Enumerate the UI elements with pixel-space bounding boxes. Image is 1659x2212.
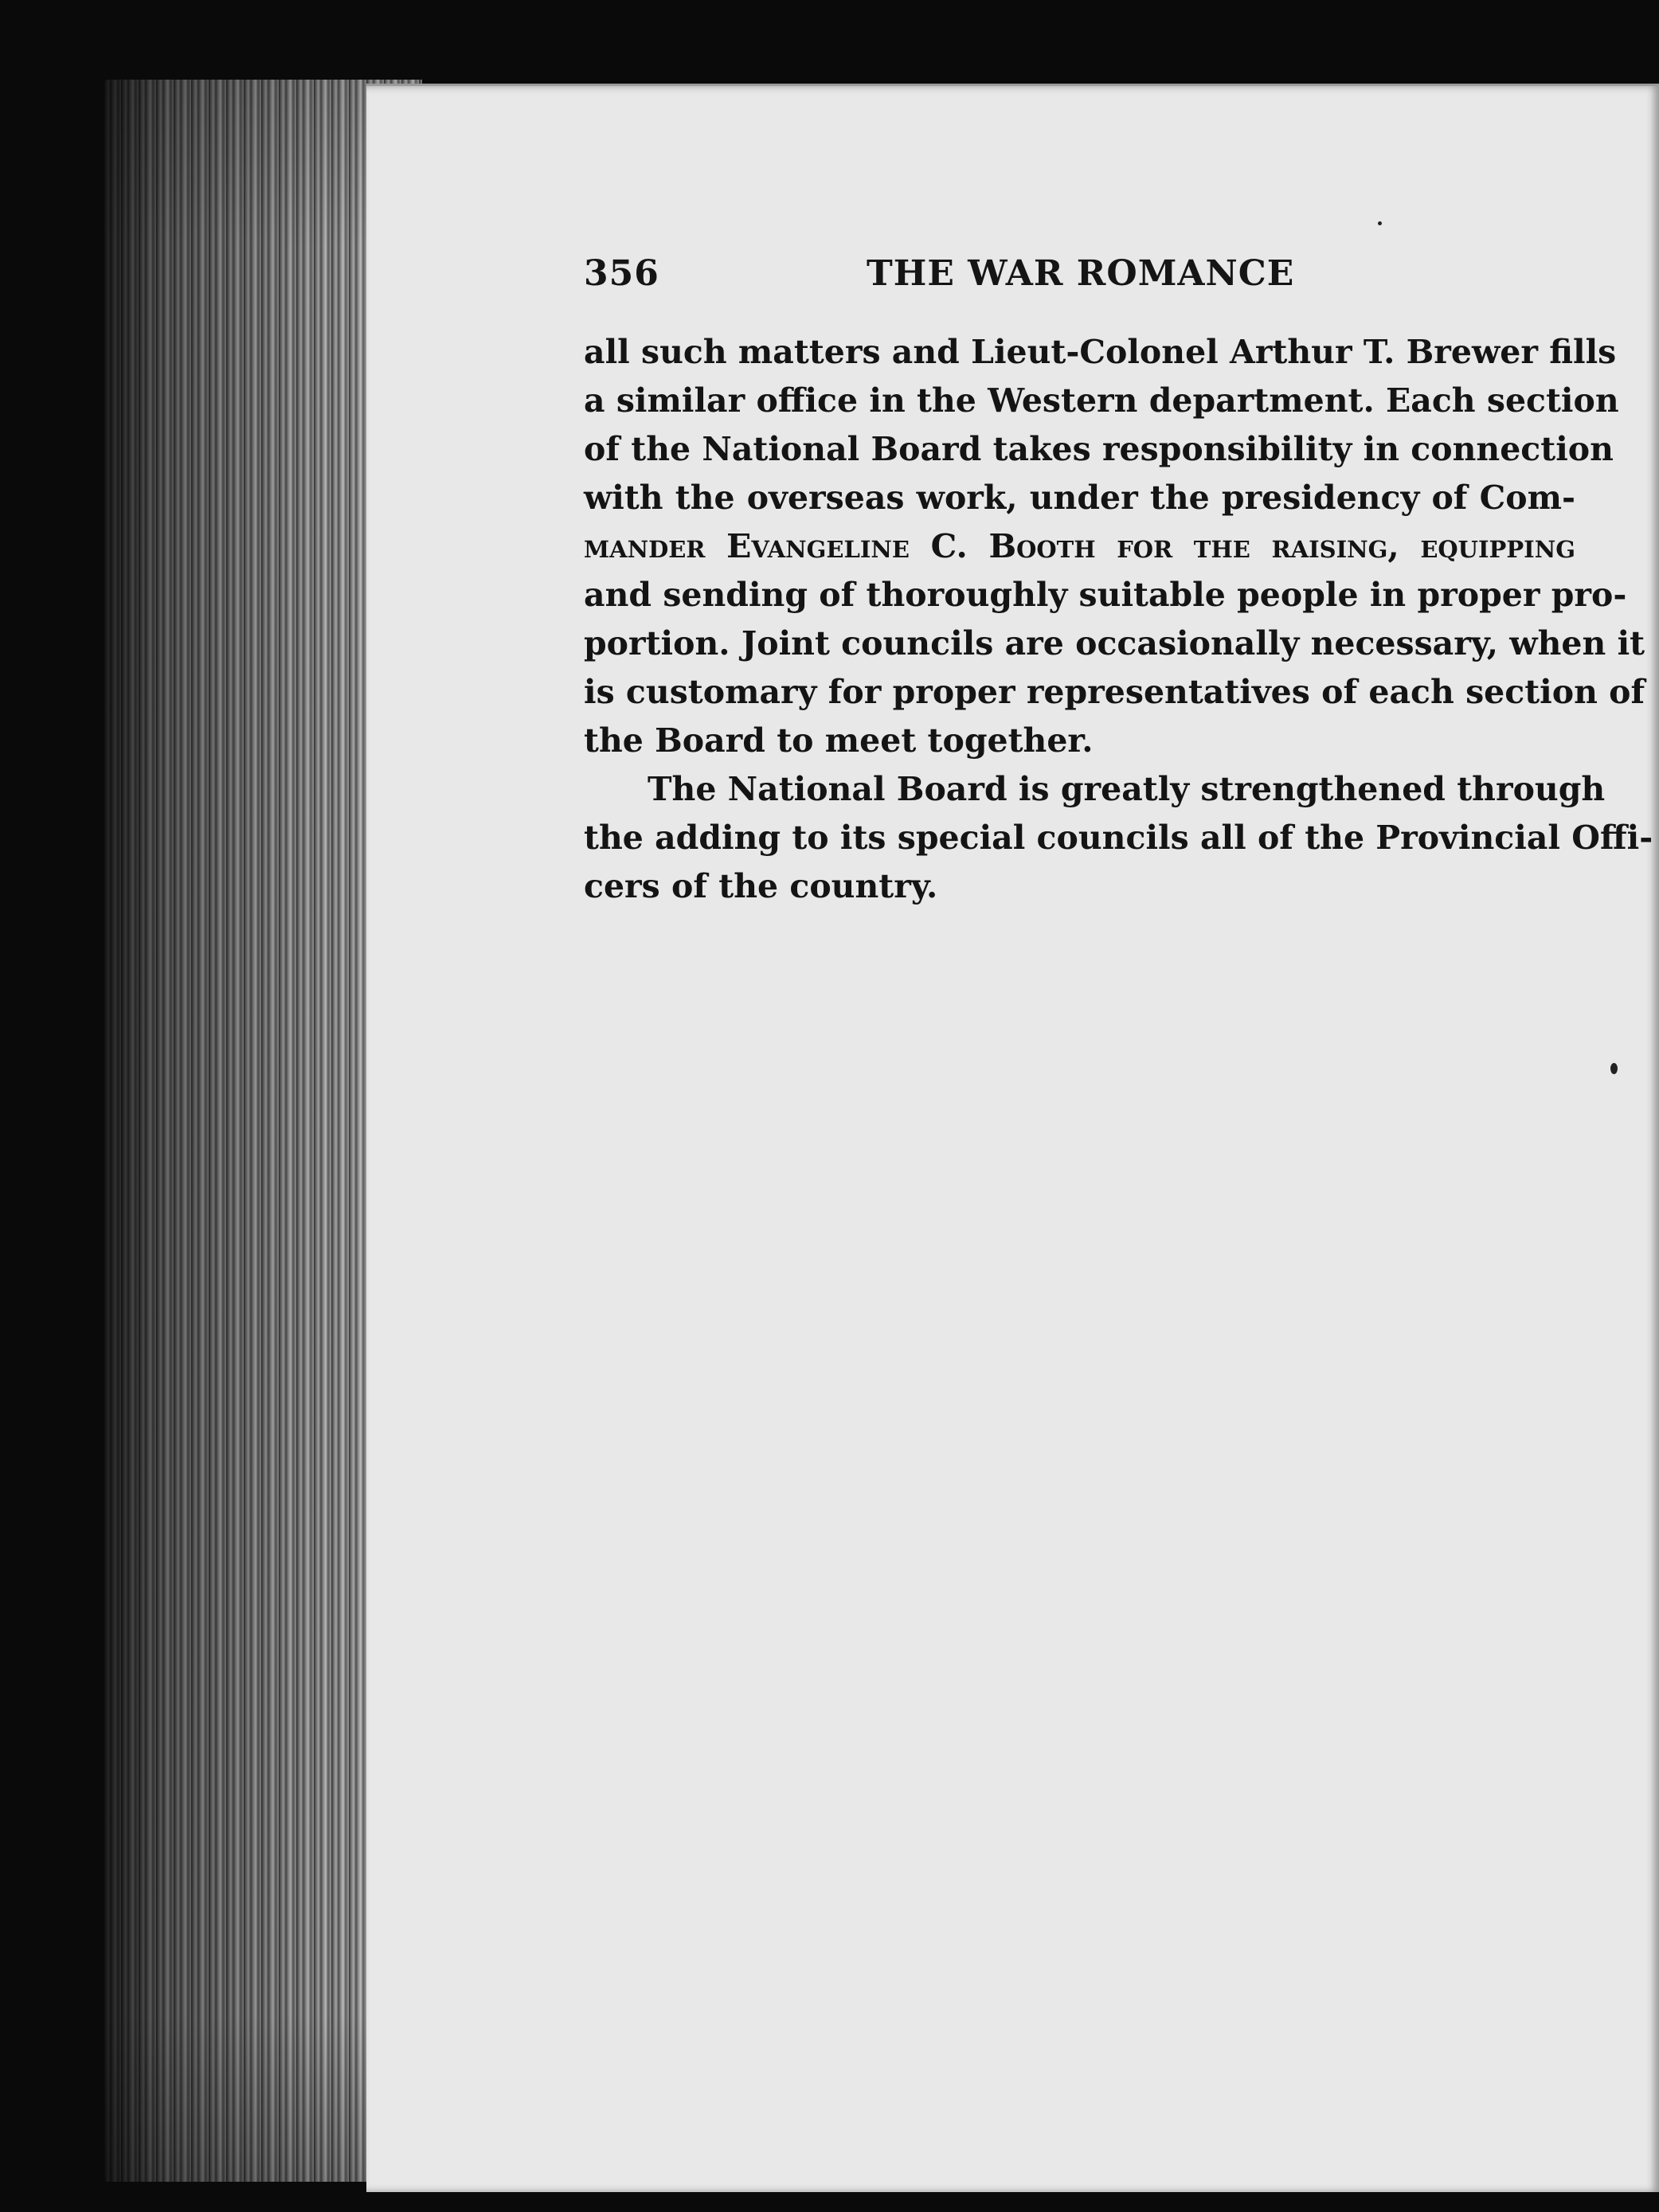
text-line: portion. Joint councils are occasionally necessary, when it xyxy=(584,624,1645,662)
text-line: all such matters and Lieut-Colonel Arthur T. Brewer fills xyxy=(584,333,1617,371)
paragraph-1 xyxy=(584,328,1645,765)
text-line: of the National Board takes responsibility in connection xyxy=(584,430,1614,468)
text-line: mander Evangeline C. Booth for the raising, equipping xyxy=(584,527,1575,565)
running-head xyxy=(584,253,1579,301)
text-line: The National Board is greatly strengthened through xyxy=(648,770,1606,808)
ink-speck xyxy=(1610,1063,1618,1074)
running-title: THE WAR ROMANCE xyxy=(867,253,1295,294)
text-line: is customary for proper representatives of each section of xyxy=(584,673,1645,711)
page-number: 356 xyxy=(584,253,659,294)
text-line: with the overseas work, under the presidency of Com- xyxy=(584,479,1575,517)
text-line: and sending of thoroughly suitable people in proper pro- xyxy=(584,576,1627,614)
text-line: a similar office in the Western department. Each section xyxy=(584,381,1619,420)
body-text xyxy=(584,328,1653,911)
text-line: the adding to its special councils all of the Provincial Offi- xyxy=(584,819,1653,857)
paragraph-2 xyxy=(584,765,1653,911)
ink-speck xyxy=(1378,221,1382,225)
text-line: cers of the country. xyxy=(584,867,938,905)
text-line: the Board to meet together. xyxy=(584,721,1094,760)
